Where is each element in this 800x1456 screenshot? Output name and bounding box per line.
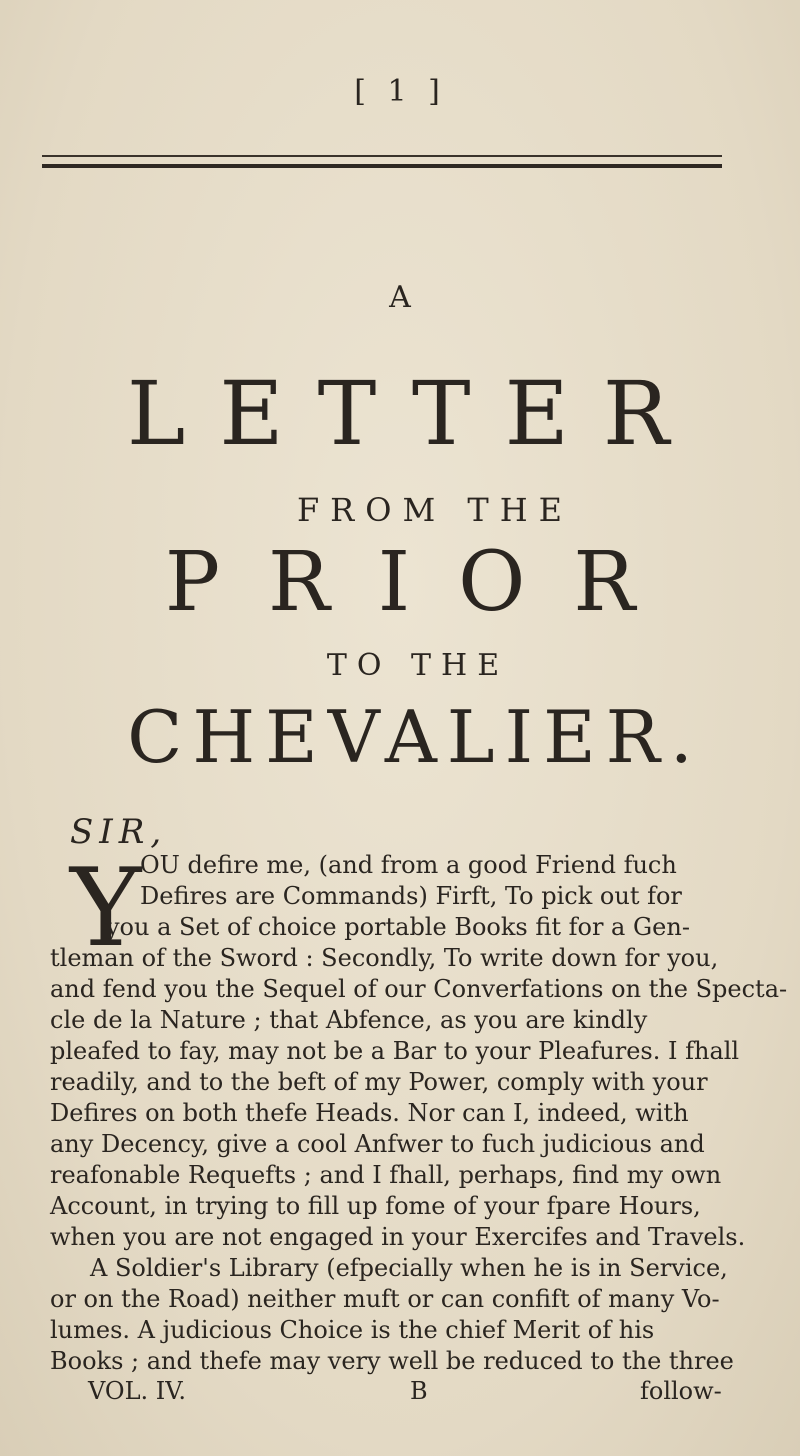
title-chevalier: CHEVALIER.: [127, 695, 703, 779]
body-line: Books ; and thefe may very well be reduced to the three: [50, 1347, 734, 1375]
catchword: follow-: [640, 1377, 722, 1405]
body-line: reafonable Requefts ; and I fhall, perhaps, find my own: [50, 1161, 722, 1189]
title-from-the: FROM THE: [296, 491, 574, 529]
body-line: pleafed to fay, may not be a Bar to your Pleafures. I fhall: [50, 1037, 740, 1065]
body-line: Defires are Commands) Firft, To pick out for: [140, 882, 682, 910]
volume-number: VOL. IV.: [88, 1377, 187, 1405]
body-line: and fend you the Sequel of our Converfations on the Specta-: [50, 975, 788, 1003]
title-letter: LETTER: [126, 362, 704, 465]
body-line: cle de la Nature ; that Abfence, as you are kindly: [50, 1006, 648, 1034]
header-rule-thin: [42, 155, 722, 157]
drop-cap: Y: [70, 846, 142, 971]
header-rule-thick: [42, 164, 722, 168]
body-line: OU defire me, (and from a good Friend fuch: [140, 851, 677, 879]
title-to-the: TO THE: [326, 648, 510, 683]
body-line: tleman of the Sword : Secondly, To write down for you,: [50, 944, 719, 972]
salutation: SIR,: [70, 812, 168, 852]
title-article: A: [389, 280, 411, 315]
signature-mark: B: [410, 1377, 428, 1405]
body-line: Defires on both thefe Heads. Nor can I, indeed, with: [50, 1099, 689, 1127]
body-line: any Decency, give a cool Anfwer to fuch judicious and: [50, 1130, 705, 1158]
body-line: Account, in trying to fill up fome of your fpare Hours,: [50, 1192, 701, 1220]
title-prior: PRIOR: [164, 535, 684, 630]
body-line: readily, and to the beft of my Power, comply with your: [50, 1068, 708, 1096]
body-line: A Soldier's Library (efpecially when he is in Service,: [90, 1254, 728, 1282]
body-line: or on the Road) neither muft or can confift of many Vo-: [50, 1285, 720, 1313]
page-number: [ 1 ]: [354, 74, 446, 109]
body-line: you a Set of choice portable Books fit for a Gen-: [106, 913, 690, 941]
body-line: lumes. A judicious Choice is the chief Merit of his: [50, 1316, 655, 1344]
body-line: when you are not engaged in your Exercifes and Travels.: [50, 1223, 746, 1251]
